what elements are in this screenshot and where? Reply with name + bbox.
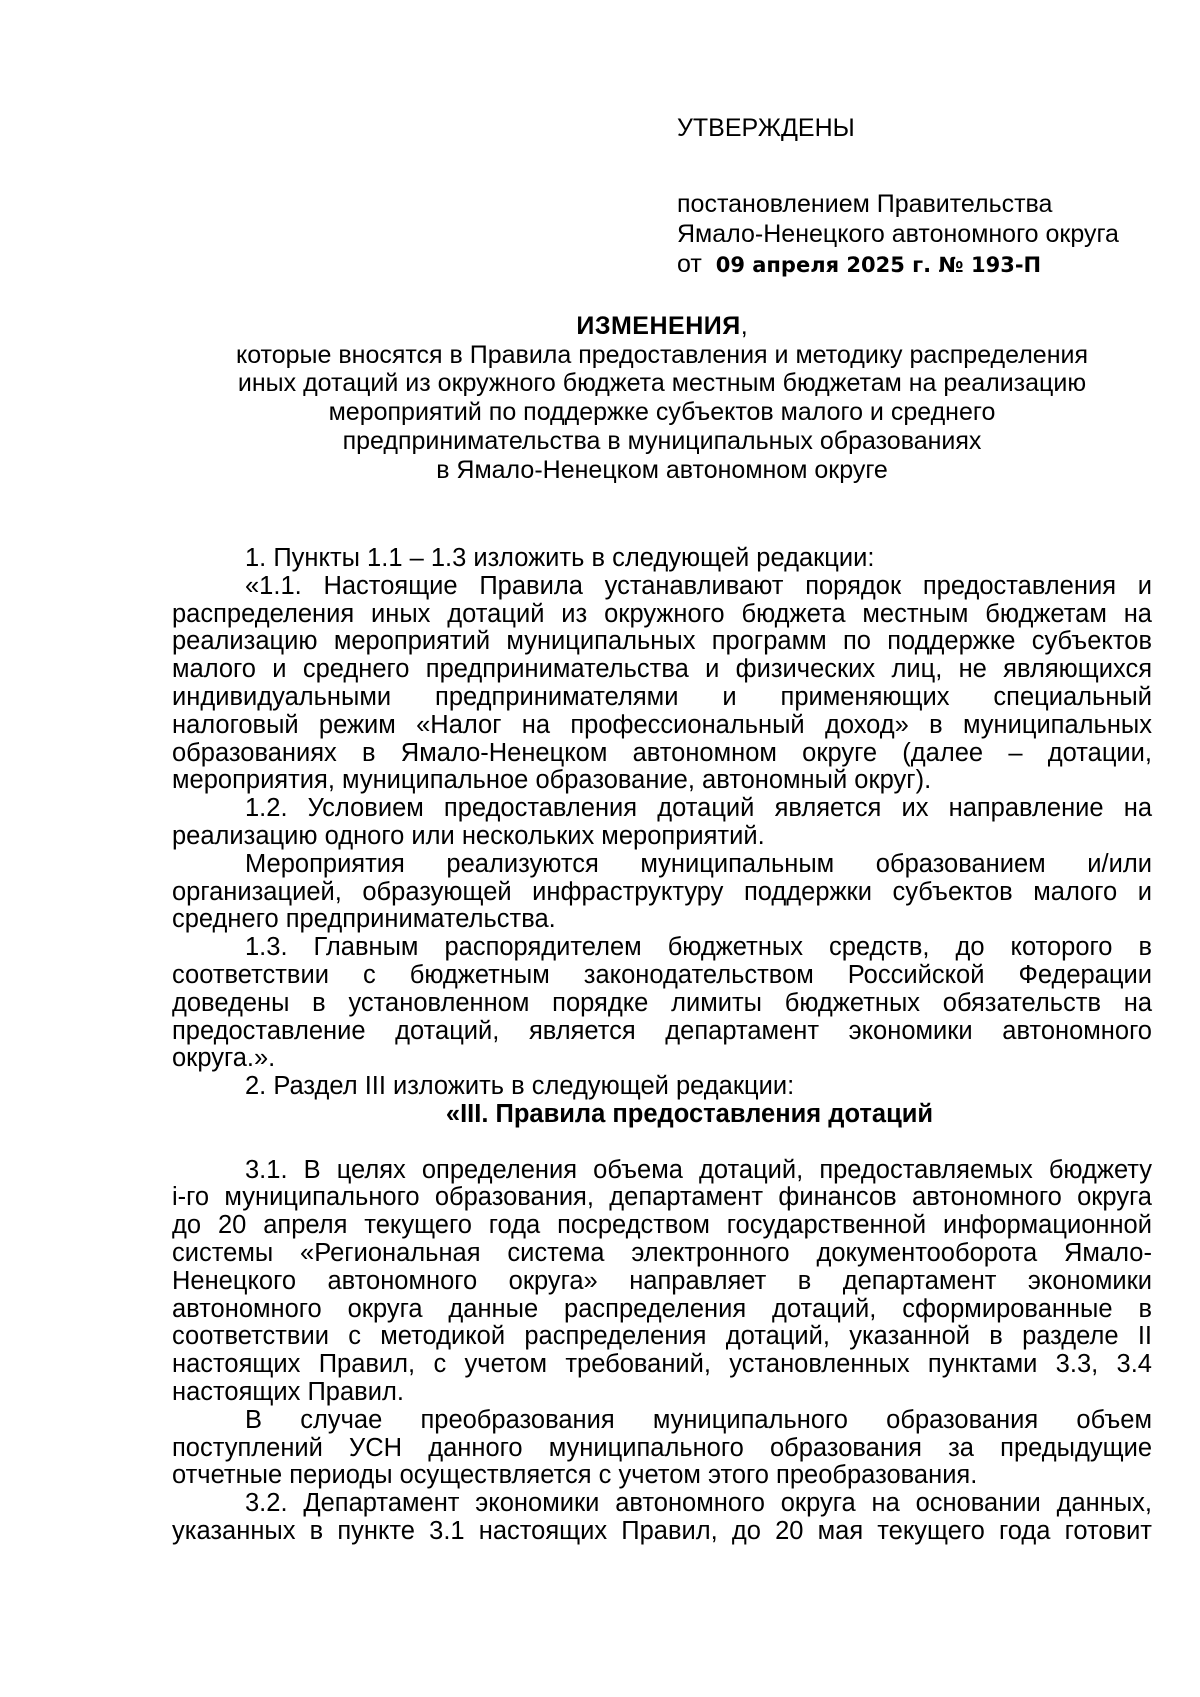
body-line: предоставление дотаций, является департамент экономики автономного <box>172 1016 1152 1045</box>
title-line: предпринимательства в муниципальных образованиях <box>342 426 982 455</box>
body-line: i-го муниципального образования, департамент финансов автономного округа <box>172 1183 1152 1212</box>
approval-line: постановлением Правительства <box>677 190 1053 218</box>
approval-line: Ямало-Ненецкого автономного округа <box>677 220 1119 248</box>
body-line: 1. Пункты 1.1 – 1.3 изложить в следующей редакции: <box>245 544 875 572</box>
title-heading-line <box>172 312 1152 341</box>
title-heading-suffix: , <box>740 312 748 340</box>
body-line: индивидуальными предпринимателями и применяющих специальный <box>172 682 1152 711</box>
approval-date-prefix: от <box>677 250 702 278</box>
approval-date-value: 09 апреля 2025 г. № 193-П <box>715 253 1042 277</box>
body-line: настоящих Правил. <box>172 1377 404 1406</box>
body-line: до 20 апреля текущего года посредством государственной информационной <box>172 1211 1152 1240</box>
body-line: доведены в установленном порядке лимиты бюджетных обязательств на <box>172 988 1152 1017</box>
body-line: распределения иных дотаций из окружного бюджета местным бюджетам на <box>172 599 1152 628</box>
body-line: В случае преобразования муниципального образования объем <box>245 1405 1152 1434</box>
body-line: 3.1. В целях определения объема дотаций, предоставляемых бюджету <box>245 1155 1152 1184</box>
body-line: 1.2. Условием предоставления дотаций является их направление на <box>245 794 1152 823</box>
body-line: поступлений УСН данного муниципального образования за предыдущие <box>172 1433 1152 1462</box>
body-line: соответствии с бюджетным законодательством Российской Федерации <box>172 960 1152 989</box>
body-line: организацией, образующей инфраструктуру поддержки субъектов малого и <box>172 877 1152 906</box>
document-title <box>172 312 1152 484</box>
title-line: в Ямало-Ненецком автономном округе <box>436 455 888 484</box>
body-line: Ненецкого автономного округа» направляет в департамент экономики <box>172 1266 1152 1295</box>
title-heading: ИЗМЕНЕНИЯ <box>576 312 741 340</box>
body-line: системы «Региональная система электронного документооборота Ямало- <box>172 1238 1152 1267</box>
body-line: 1.3. Главным распорядителем бюджетных средств, до которого в <box>245 933 1152 962</box>
section-heading: «III. Правила предоставления дотаций <box>445 1099 934 1128</box>
body-line: 2. Раздел III изложить в следующей редакции: <box>245 1072 795 1101</box>
body-line: соответствии с методикой распределения дотаций, указанной в разделе II <box>172 1322 1152 1351</box>
body-line: образованиях в Ямало-Ненецком автономном округе (далее – дотации, <box>172 738 1152 767</box>
title-line: которые вносятся в Правила предоставления и методику распределения <box>235 340 1089 369</box>
body-blank-line <box>172 1129 1152 1157</box>
body-line: малого и среднего предпринимательства и физических лиц, не являющихся <box>172 655 1152 684</box>
body-line: автономного округа данные распределения дотаций, сформированные в <box>172 1294 1152 1323</box>
body-line: реализацию мероприятий муниципальных программ по поддержке субъектов <box>172 627 1152 656</box>
body-line: отчетные периоды осуществляется с учетом этого преобразования. <box>172 1461 978 1490</box>
body-line: округа.». <box>172 1044 276 1073</box>
body-line: Мероприятия реализуются муниципальным образованием и/или <box>245 849 1152 878</box>
document-body <box>172 545 1152 1546</box>
body-line: указанных в пункте 3.1 настоящих Правил, до 20 мая текущего года готовит <box>172 1516 1152 1545</box>
approval-date-line <box>677 249 1177 280</box>
approval-block <box>677 113 1177 280</box>
body-line: настоящих Правил, с учетом требований, установленных пунктами 3.3, 3.4 <box>172 1350 1152 1379</box>
title-line: мероприятий по поддержке субъектов малого и среднего <box>328 398 996 427</box>
body-line: 3.2. Департамент экономики автономного округа на основании данных, <box>245 1489 1152 1518</box>
title-line: иных дотаций из окружного бюджета местным бюджетам на реализацию <box>237 369 1087 398</box>
approval-gap <box>677 143 1177 189</box>
body-line: налоговый режим «Налог на профессиональный доход» в муниципальных <box>172 710 1152 739</box>
body-line: среднего предпринимательства. <box>172 905 556 934</box>
approval-label: УТВЕРЖДЕНЫ <box>677 114 855 142</box>
body-line: «1.1. Настоящие Правила устанавливают порядок предоставления и <box>245 571 1152 600</box>
body-line: мероприятия, муниципальное образование, автономный округ). <box>172 766 932 795</box>
body-line: реализацию одного или нескольких мероприятий. <box>172 821 765 850</box>
